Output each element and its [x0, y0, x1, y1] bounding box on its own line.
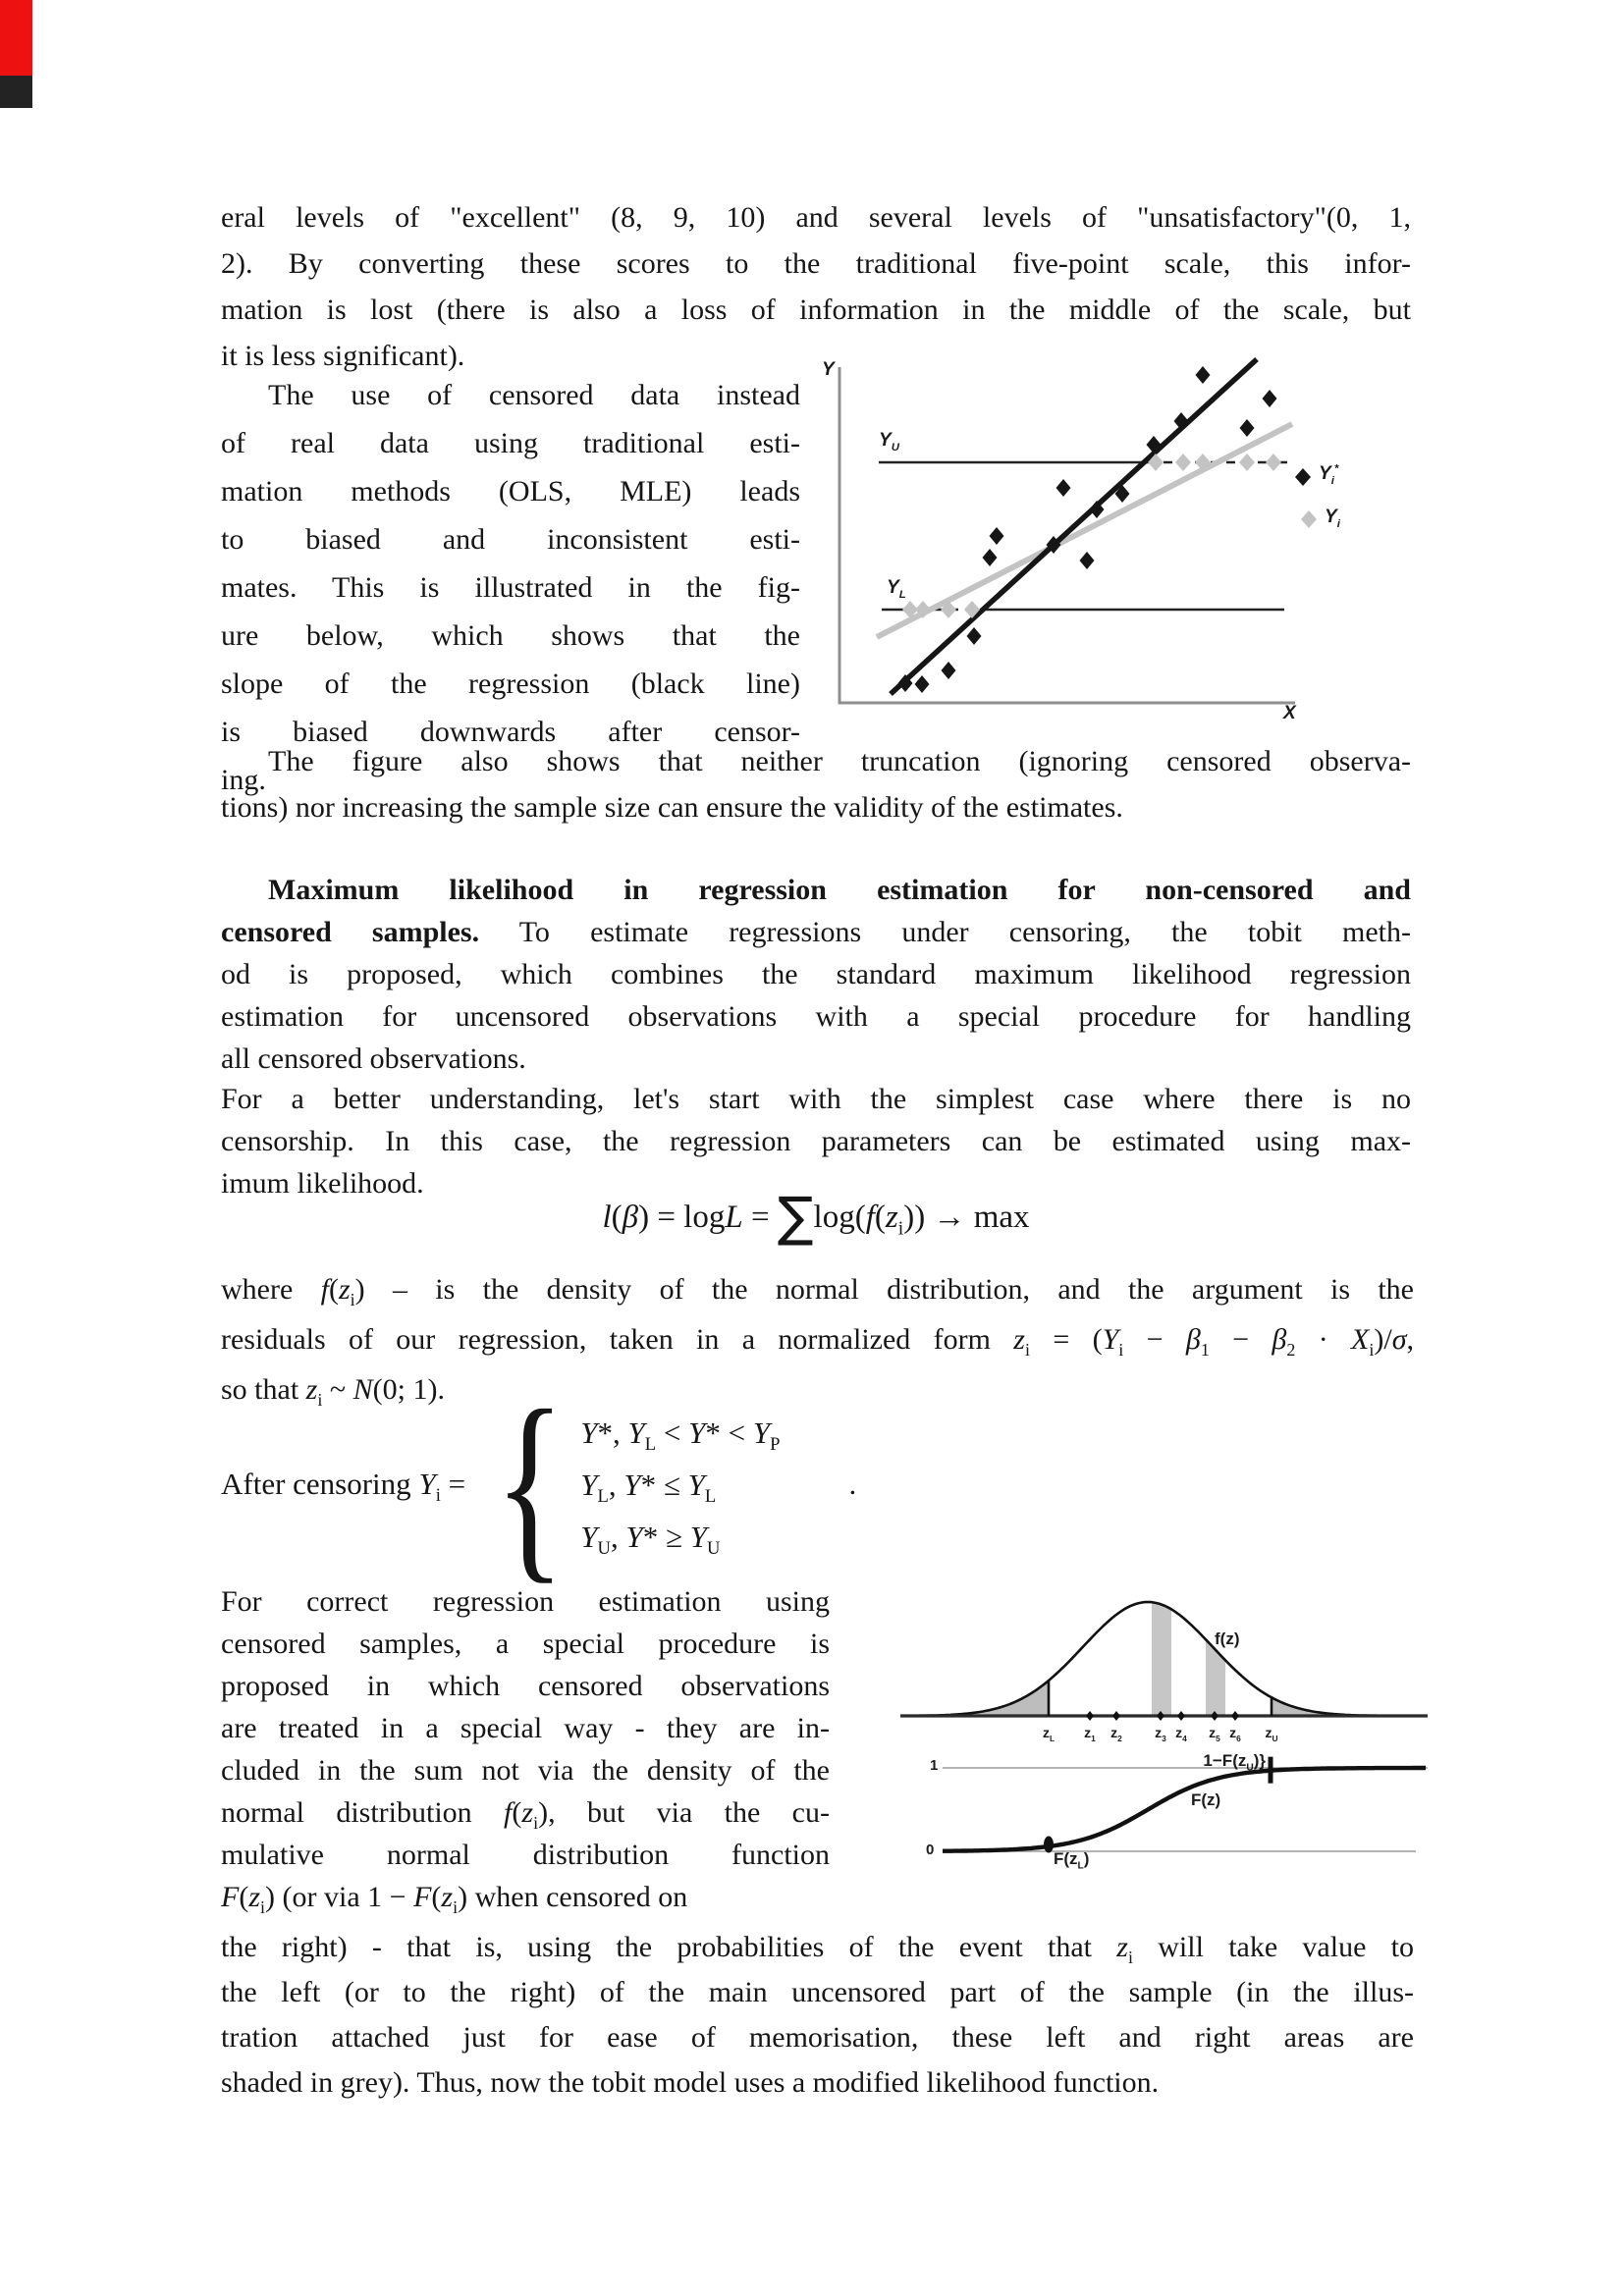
censoring-scatter-svg: [820, 351, 1399, 729]
paragraph-no-censorship: [221, 1078, 1411, 1204]
text-line: where $f(z_i)$ – is the density of the normal distribution, and the argument is the: [221, 1273, 1414, 1309]
text-line: mates. This is illustrated in the fig-: [221, 571, 800, 604]
density-curve-label: f(z): [1215, 1629, 1240, 1648]
text-line: censored samples, a special procedure is: [221, 1628, 830, 1660]
tick-z-upper: $z_U$: [1265, 1725, 1278, 1743]
text-line: The use of censored data instead: [268, 379, 800, 411]
paragraph-probabilities: [221, 1925, 1414, 2106]
text-line: slope of the regression (black line): [221, 667, 800, 700]
text-line: of real data using traditional esti-: [221, 427, 800, 459]
tick-z2: $z_2$: [1110, 1725, 1122, 1743]
case-row-upper: $Y_U$, $Y* \ge Y_U$: [580, 1519, 721, 1559]
F-zl-label: $F(z_L)$: [1054, 1849, 1090, 1872]
paragraph-censored-procedure: [221, 1580, 830, 1918]
legend-uncensored-label: $Y_i^*$: [1319, 462, 1339, 487]
tick-z6: $z_6$: [1229, 1725, 1241, 1743]
cdf-one-label: 1: [930, 1757, 939, 1774]
case-row-lower: $Y_L$, $Y* \le Y_L$: [580, 1467, 717, 1507]
text-line: cluded in the sum not via the density of the: [221, 1754, 830, 1787]
lower-limit-label: $Y_L$: [887, 577, 906, 601]
text-line: it is less significant).: [221, 340, 465, 372]
figure-density-cdf: [881, 1590, 1431, 1899]
tick-z3: $z_3$: [1155, 1725, 1166, 1743]
text-line: are treated in a special way - they are in-: [221, 1712, 830, 1744]
text-line: od is proposed, which combines the standard maximum likelihood regression: [221, 958, 1411, 990]
text-line: the right) - that is, using the probabilities of the event that $z_i$ will take value to: [221, 1931, 1415, 1967]
text-line: tions) nor increasing the sample size can ensure the validity of the estimates.: [221, 791, 1123, 824]
density-cdf-svg: [881, 1590, 1431, 1899]
text-line: mation is lost (there is also a loss of information in the middle of the scale, but: [221, 294, 1411, 326]
figure-censoring-scatter: [820, 351, 1399, 729]
text-line: The figure also shows that neither truncation (ignoring censored observa-: [268, 745, 1411, 777]
text-line: mation methods (OLS, MLE) leads: [221, 475, 800, 507]
paragraph-truncation-note: [221, 738, 1411, 830]
text-line: mulative normal distribution function: [221, 1839, 830, 1871]
paragraph-density-argument: [221, 1264, 1414, 1415]
text-line: ure below, which shows that the: [221, 619, 800, 652]
text-line: so that $z_i$ ~ N(0; 1).: [221, 1373, 445, 1410]
text-line: the left (or to the right) of the main uncensored part of the sample (in the illus-: [221, 1976, 1414, 2008]
text-line: proposed in which censored observations: [221, 1670, 830, 1702]
text-line: residuals of our regression, taken in a normalized form $z_i = (Y_i - \beta_1 - \beta_2 \cdot X_i)/\sigma$,: [221, 1323, 1414, 1360]
text-line: tration attached just for ease of memorisation, these left and right areas are: [221, 2021, 1414, 2054]
case-row-uncensored: Y*, $Y_L < Y* < Y_P$: [580, 1415, 781, 1455]
page-edge-marker-red: [0, 0, 32, 76]
one-minus-F-zu-label: $1-F(z_U)$}: [1203, 1751, 1266, 1774]
text-line: estimation for uncensored observations with a special procedure for handling: [221, 1000, 1411, 1033]
text-line: is biased downwards after censor-: [221, 716, 800, 748]
x-axis-label: X: [1283, 703, 1296, 723]
tick-z4: $z_4$: [1175, 1725, 1187, 1743]
page-edge-marker-black: [0, 76, 32, 108]
text-line: 2). By converting these scores to the traditional five-point scale, this infor-: [221, 247, 1411, 280]
upper-limit-label: $Y_U$: [879, 430, 899, 454]
y-axis-label: Y: [822, 359, 835, 380]
text-line: shaded in grey). Thus, now the tobit model uses a modified likelihood function.: [221, 2066, 1160, 2099]
tick-z-lower: $z_L$: [1042, 1725, 1056, 1743]
paragraph-ml-heading: [221, 869, 1411, 1080]
tick-z5: $z_5$: [1209, 1725, 1220, 1743]
cases-lead-text: After censoring $Y_i$ =: [221, 1467, 466, 1507]
cases-period: .: [848, 1467, 857, 1501]
text-line: censorship. In this case, the regression parameters can be estimated using max-: [221, 1125, 1411, 1157]
text-line: normal distribution $f(z_i)$, but via the cu-: [221, 1796, 830, 1833]
tick-z1: $z_1$: [1084, 1725, 1096, 1743]
curly-brace: {: [494, 1366, 566, 1601]
cdf-curve-label: F(z): [1191, 1790, 1221, 1809]
text-line: For a better understanding, let's start with the simplest case where there is no: [221, 1083, 1411, 1115]
text-line: ing.: [221, 764, 266, 796]
text-line: For correct regression estimation using: [221, 1585, 830, 1618]
cdf-zero-label: 0: [926, 1842, 935, 1858]
text-line: eral levels of "excellent" (8, 9, 10) and several levels of "unsatisfactory"(0, 1,: [221, 201, 1411, 234]
legend-censored-label: $Y_i$: [1325, 507, 1340, 530]
text-line: all censored observations.: [221, 1042, 526, 1075]
formula-loglikelihood: $l(\beta) = \log L = \sum\log(f(z_i)) \to \max$: [602, 1185, 1030, 1249]
text-line: Maximum likelihood in regression estimation for non-censored and: [268, 874, 1411, 906]
text-line: $F(z_i)$ (or via $1 - F(z_i)$ when censored on: [221, 1881, 688, 1917]
text-line: to biased and inconsistent esti-: [221, 523, 800, 556]
text-line: imum likelihood.: [221, 1167, 424, 1200]
text-line: censored samples. To estimate regressions under censoring, the tobit meth-: [221, 916, 1411, 948]
